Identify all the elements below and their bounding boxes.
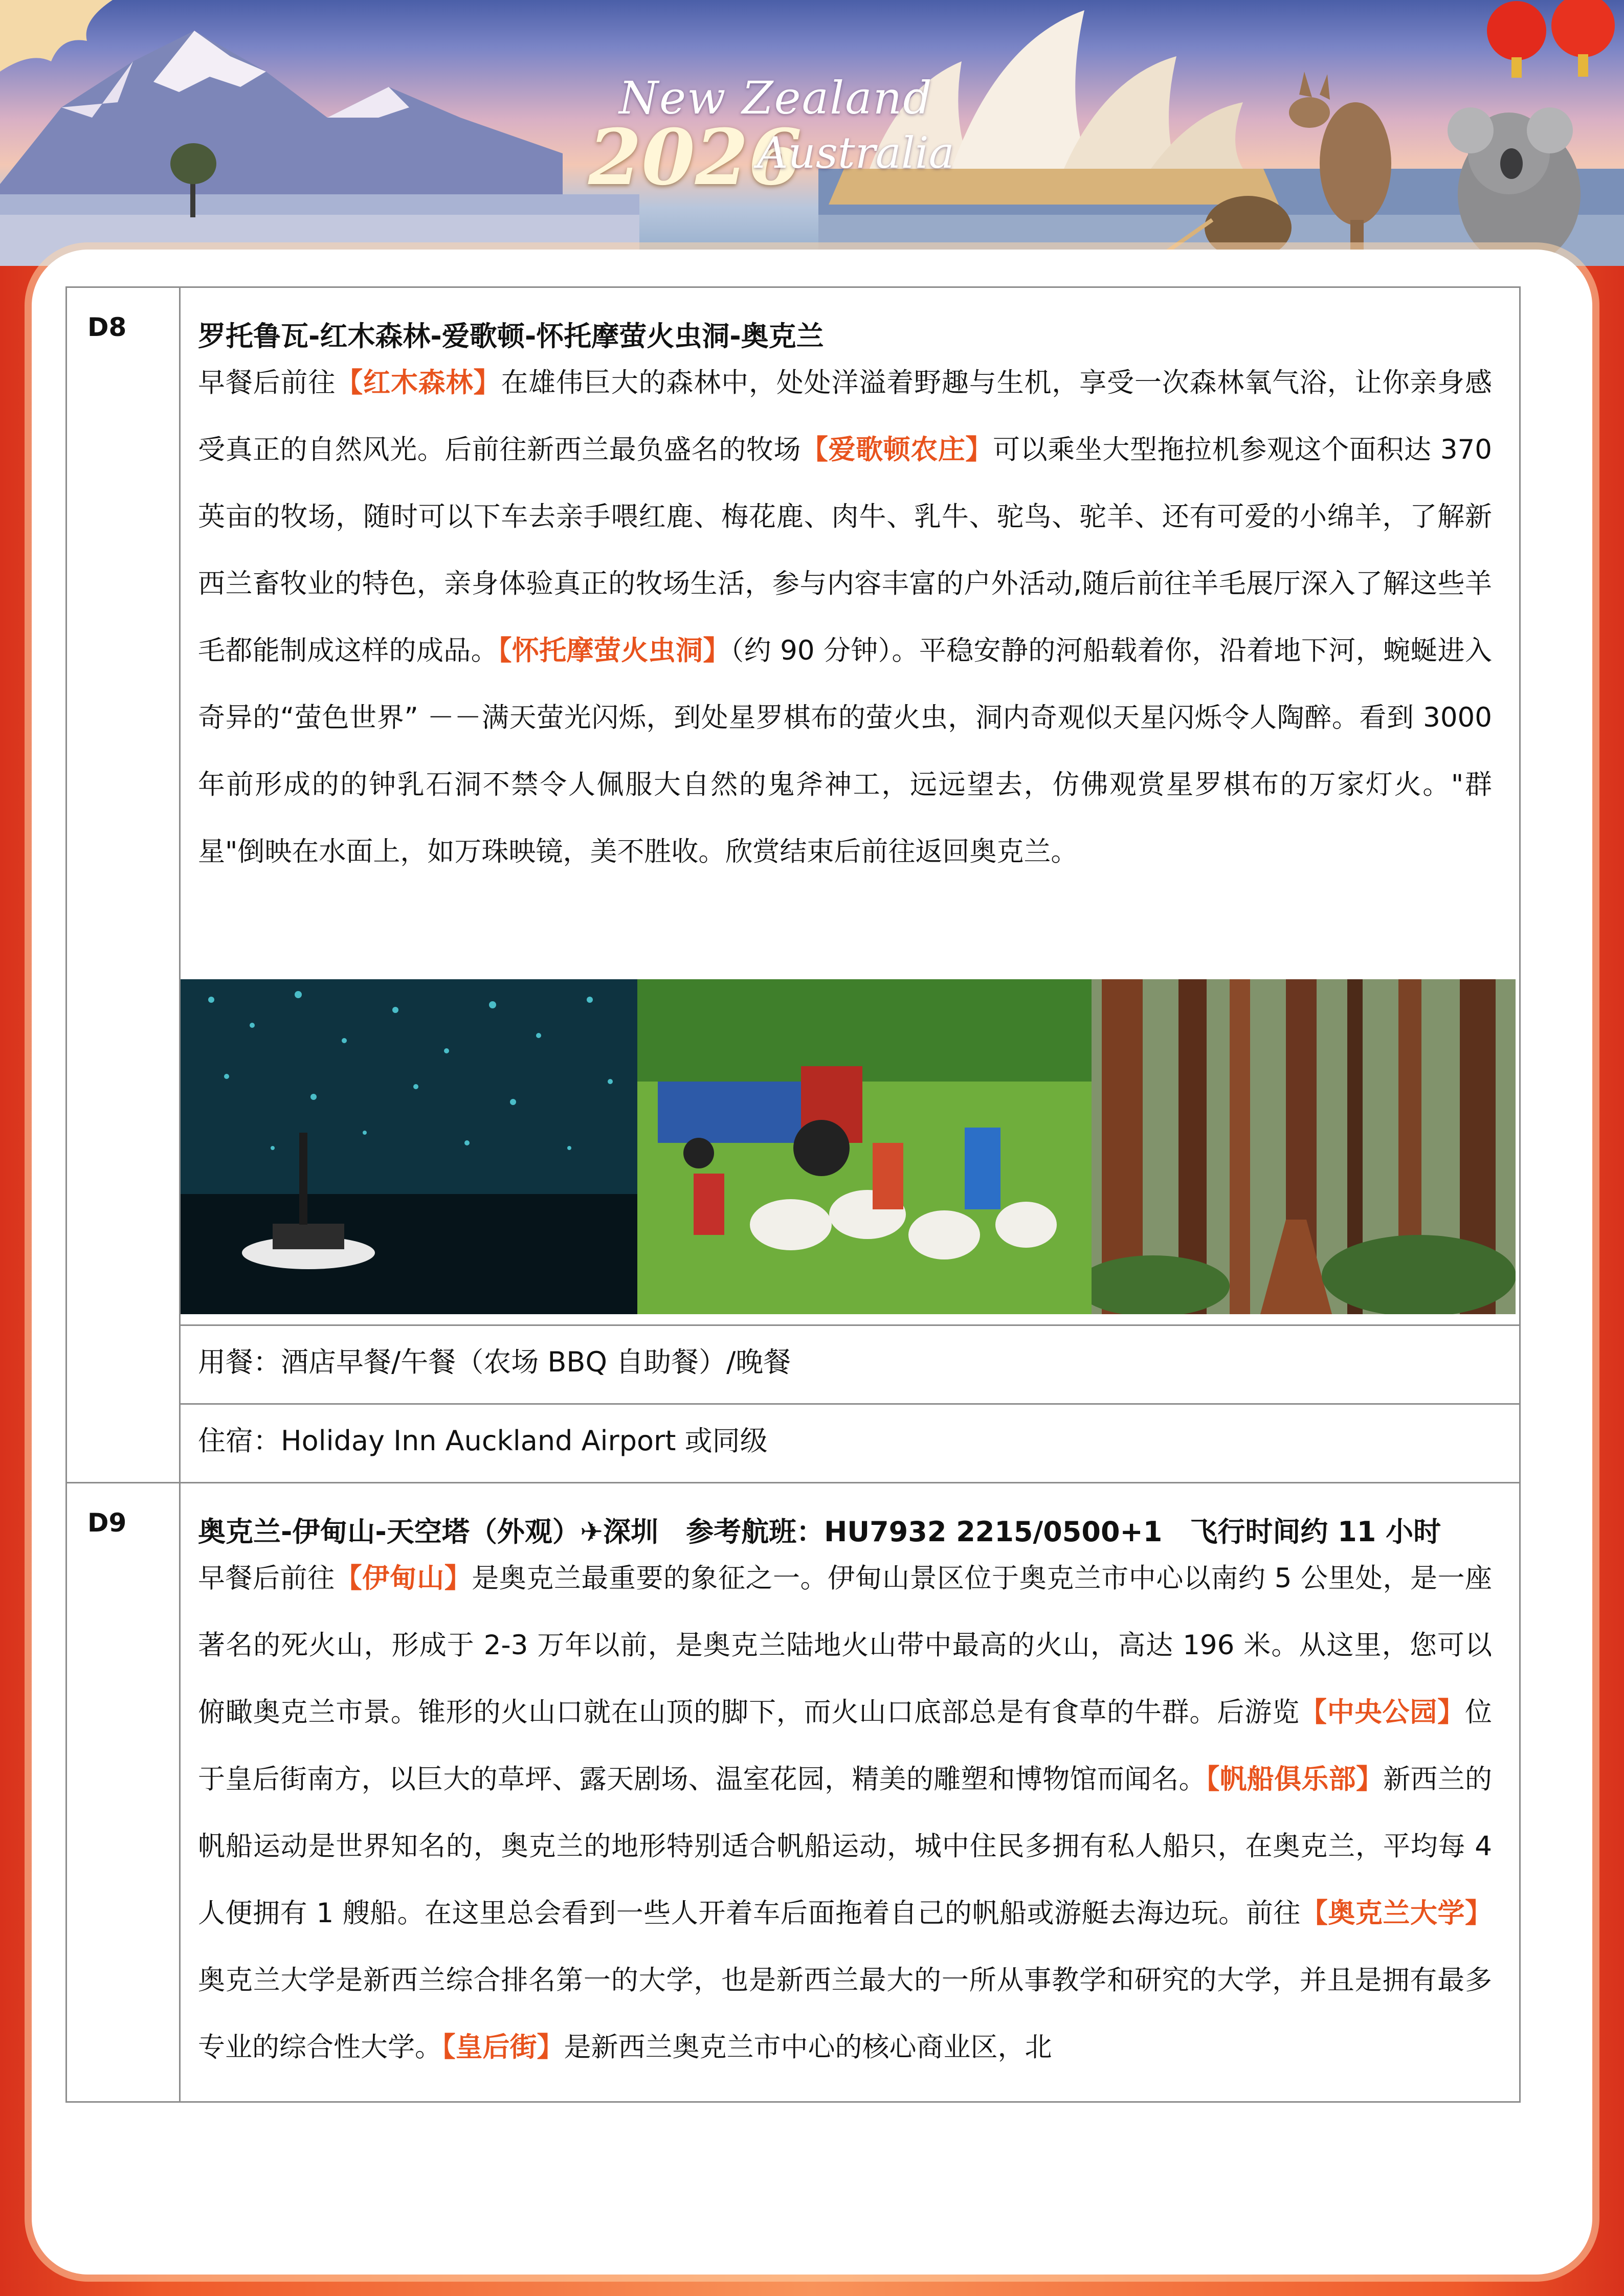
itinerary-table <box>65 286 1521 2103</box>
meals-text: 用餐：酒店早餐/午餐（农场 BBQ 自助餐）/晚餐 <box>198 1346 791 1378</box>
paragraph-text: 在雄伟巨大的森林中，处处洋溢着野趣与生机，享受一次森林氧气浴，让你亲身感受真正的自然风光。后前往新西兰最负盛名的牧场 <box>198 367 1493 465</box>
header-banner <box>0 0 1624 266</box>
day-title: 奥克兰-伊甸山-天空塔（外观）✈深圳 参考航班：HU7932 2215/0500+1 飞行时间约 11 小时 <box>198 1516 1441 1548</box>
day-title: 罗托鲁瓦-红木森林-爱歌顿-怀托摩萤火虫洞-奥克兰 <box>198 320 824 352</box>
highlighted-place-name: 【皇后街】 <box>442 2032 564 2063</box>
banner-title-line1: New Zealand <box>619 72 933 124</box>
paragraph-text: 奥克兰大学是新西兰综合排名第一的大学，也是新西兰最大的一所从事教学和研究的大学，并且是拥有最多专业的综合性大学。 <box>198 1965 1492 2063</box>
day-label: D9 <box>87 1508 127 1538</box>
day-description <box>198 349 1492 885</box>
paragraph-text: 可以乘坐大型拖拉机参观这个面积达 370 英亩的牧场，随时可以下车去亲手喂红鹿、梅花鹿、肉牛、乳牛、驼鸟、驼羊、还有可爱的小绵羊，了解新西兰畜牧业的特色，亲身体验真正的牧场生活，参与内容丰富的户外活动,随后前往羊毛展厅深入了解这些羊毛都能制成这样的成品。 <box>198 434 1492 666</box>
day-description <box>198 1545 1492 2081</box>
highlighted-place-name: 【中央公园】 <box>1299 1697 1465 1728</box>
banner-title-line2: Australia <box>757 128 954 178</box>
highlighted-place-name: 【红木森林】 <box>336 367 501 398</box>
photo-farm-tour <box>637 979 1092 1314</box>
banner-title-year: 2026 <box>588 112 802 202</box>
paragraph-text: 早餐后前往 <box>198 367 336 398</box>
day-cell <box>67 288 181 1482</box>
paragraph-text: 是新西兰奥克兰市中心的核心商业区，北 <box>564 2032 1052 2063</box>
highlighted-place-name: 【怀托摩萤火虫洞】 <box>498 635 730 666</box>
hotel-row <box>181 1403 1519 1482</box>
highlighted-place-name: 【爱歌顿农庄】 <box>800 434 993 465</box>
day-row-d9 <box>67 1482 1519 2103</box>
paragraph-text: 位于皇后街南方，以巨大的草坪、露天剧场、温室花园，精美的雕塑和博物馆而闻名。 <box>198 1697 1493 1795</box>
photo-glowworm-cave <box>181 979 637 1314</box>
banner-title <box>588 56 954 202</box>
day-content <box>181 288 1519 1482</box>
highlighted-place-name: 【伊甸山】 <box>335 1563 472 1594</box>
paragraph-text: 新西兰的帆船运动是世界知名的，奥克兰的地形特别适合帆船运动，城中住民多拥有私人船只，在奥克兰，平均每 4 人便拥有 1 艘船。在这里总会看到一些人开着车后面拖着自己的帆船或游艇去海边玩。前往 <box>198 1764 1493 1929</box>
highlighted-place-name: 【帆船俱乐部】 <box>1206 1764 1384 1795</box>
paragraph-text: （约 90 分钟）。平稳安静的河船载着你，沿着地下河，蜿蜒进入奇异的“萤色世界” －－满天萤光闪烁，到处星罗棋布的萤火虫，洞内奇观似天星闪烁令人陶醉。看到 3000 年前形成的的钟乳石洞不禁令人佩服大自然的鬼斧神工，远远望去，仿佛观赏星罗棋布的万家灯火。"群星"倒映在水面上，如万珠映镜，美不胜收。欣赏结束后前往返回奥克兰。 <box>198 635 1493 867</box>
photo-strip <box>181 979 1516 1314</box>
highlighted-place-name: 【奥克兰大学】 <box>1300 1898 1492 1929</box>
hotel-text: 住宿：Holiday Inn Auckland Airport 或同级 <box>198 1425 768 1457</box>
day-cell <box>67 1483 181 2103</box>
day-row-d8 <box>67 288 1519 1482</box>
paragraph-text: 是奥克兰最重要的象征之一。伊甸山景区位于奥克兰市中心以南约 5 公里处，是一座著名的死火山，形成于 2-3 万年以前，是奥克兰陆地火山带中最高的火山，高达 196 米。从这里，您可以俯瞰奥克兰市景。锥形的火山口就在山顶的脚下，而火山口底部总是有食草的牛群。后游览 <box>198 1563 1493 1728</box>
day-label: D8 <box>87 312 127 342</box>
photo-redwood-forest <box>1092 979 1516 1314</box>
meals-row <box>181 1324 1519 1403</box>
day-content <box>181 1483 1519 2103</box>
paragraph-text: 早餐后前往 <box>198 1563 335 1594</box>
